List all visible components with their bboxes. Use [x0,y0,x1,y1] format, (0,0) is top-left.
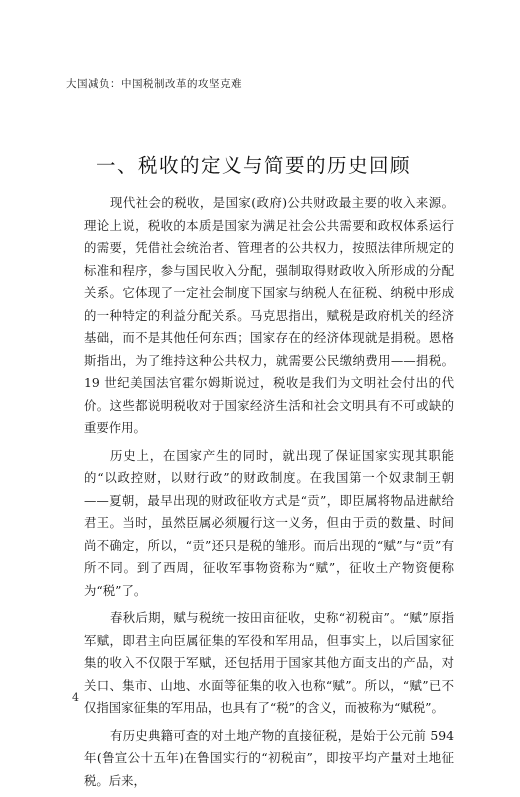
running-head: 大国减负：中国税制改革的攻坚克难 [66,78,242,90]
section-title: 一、税收的定义与简要的历史回顾 [96,154,412,178]
paragraph: 现代社会的税收，是国家(政府)公共财政最主要的收入来源。理论上说，税收的本质是国家为满足社会公共需要和政权体系运行的需要，凭借社会统治者、管理者的公共权力，按照法律所规定的标准和程序，参与国民收入分配，强制取得财政收入所形成的分配关系。它体现了一定社会制度下国家与纳税人在征税、纳税中形成的一种特定的利益分配关系。马克思指出，赋税是政府机关的经济基础，而不是其他任何东西；国家存在的经济体现就是捐税。恩格斯指出，为了维持这种公共权力，就需要公民缴纳费用——捐税。19 世纪美国法官霍尔姆斯说过，税收是我们为文明社会付出的代价。这些都说明税收对于国家经济生活和社会文明具有不可或缺的重要作用。 [84,195,454,435]
paragraph: 有历史典籍可查的对土地产物的直接征税，是始于公元前 594 年(鲁宣公十五年)在鲁国实行的“初税亩”，即按平均产量对土地征税。后来， [84,727,454,788]
body-text [84,192,454,797]
paragraph: 历史上，在国家产生的同时，就出现了保证国家实现其职能的“以政控财，以财行政”的财政制度。在我国第一个奴隶制王朝——夏朝，最早出现的财政征收方式是“贡”，即臣属将物品进献给君王。当时，虽然臣属必须履行这一义务，但由于贡的数量、时间尚不确定，所以，“贡”还只是税的雏形。而后出现的“赋”与“贡”有所不同。到了西周，征收军事物资称为“赋”，征收土产物资便称为“税”了。 [84,447,454,598]
paragraph: 春秋后期，赋与税统一按田亩征收，史称“初税亩”。“赋”原指军赋，即君主向臣属征集的军役和军用品，但事实上，以后国家征集的收入不仅限于军赋，还包括用于国家其他方面支出的产品，对关口、集市、山地、水面等征集的收入也称“赋”。所以，“赋”已不仅指国家征集的军用品，也具有了“税”的含义，而被称为“赋税”。 [84,610,454,715]
page-number: 4 [72,691,79,704]
